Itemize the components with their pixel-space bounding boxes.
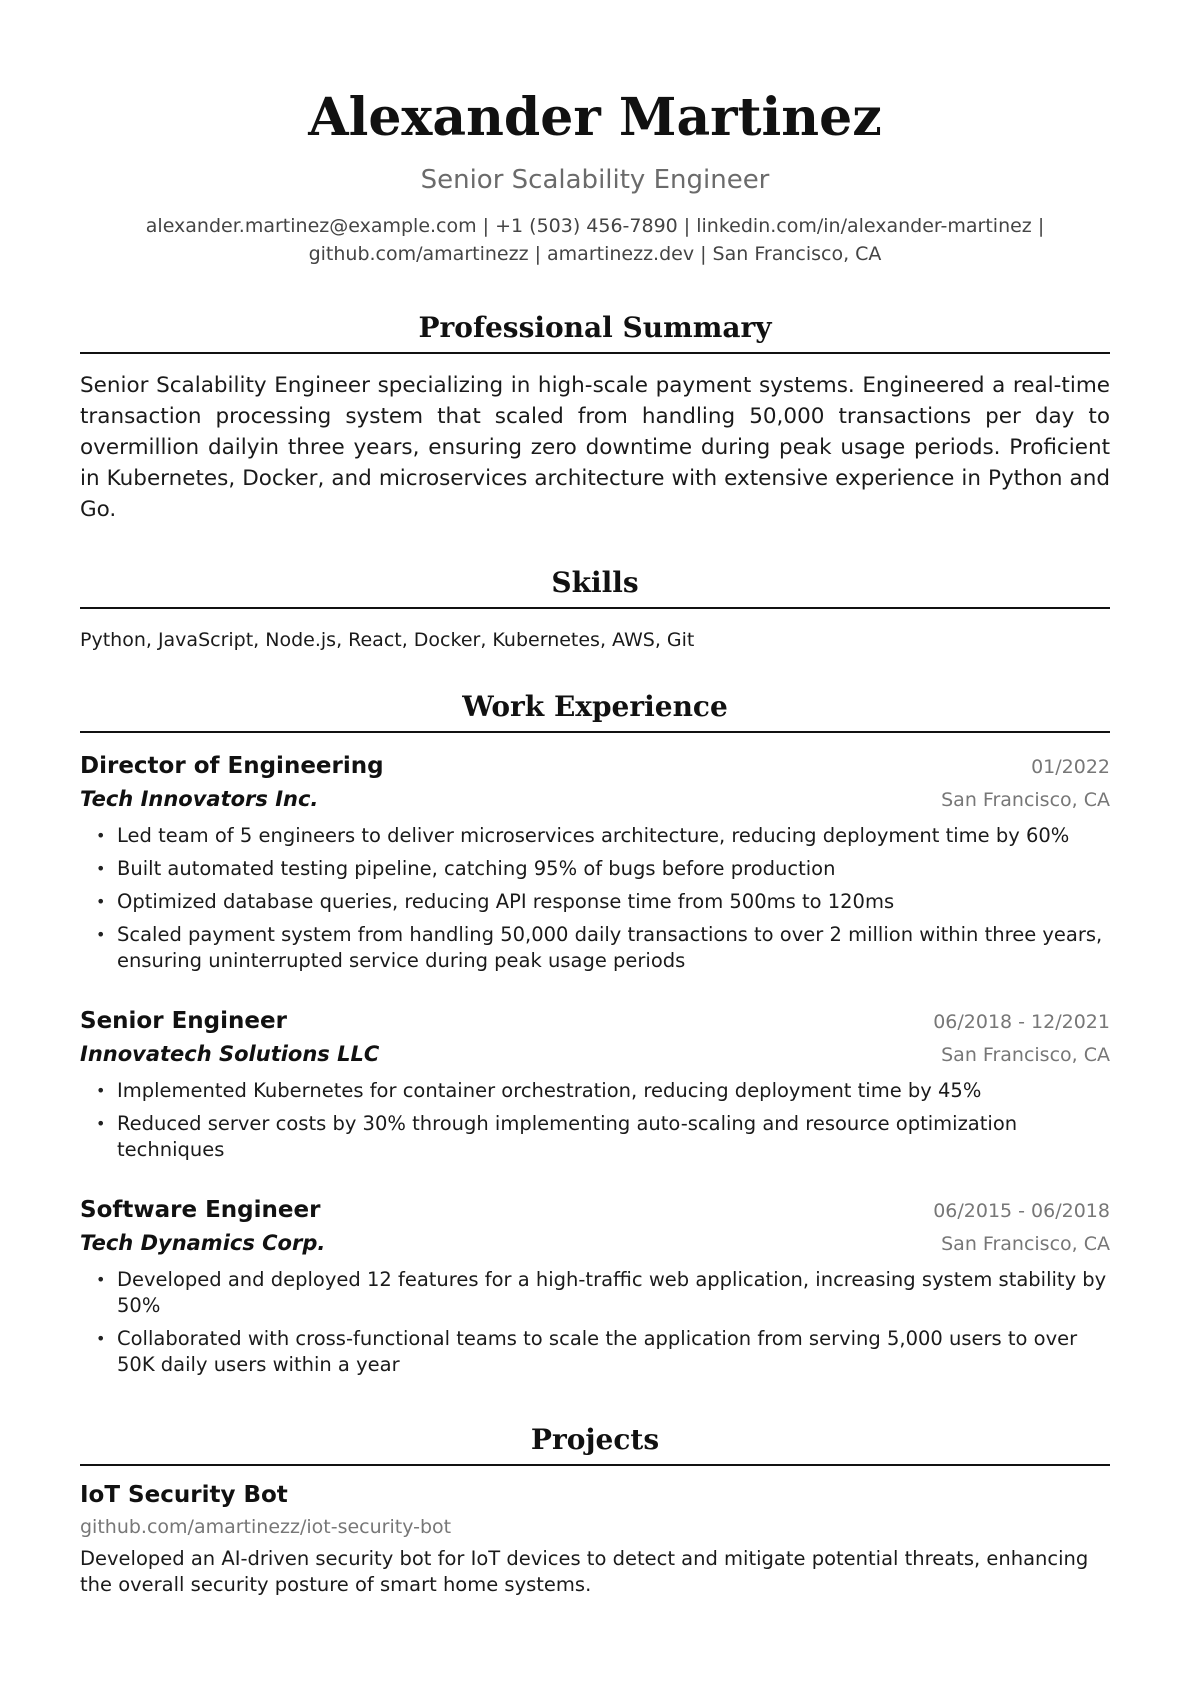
job-bullets	[80, 1078, 1110, 1163]
job-entry	[80, 1197, 1110, 1378]
job-date: 06/2015 - 06/2018	[933, 1200, 1110, 1222]
contact-info	[80, 212, 1110, 268]
bullet-item: • Developed and deployed 12 features for a high-traffic web application, increasing system stability by 50%	[80, 1267, 1110, 1319]
section-heading: Skills	[80, 565, 1110, 609]
bullet-item: • Scaled payment system from handling 50,000 daily transactions to over 2 million within three years, ensuring uninterrupted service during peak usage periods	[80, 922, 1110, 974]
job-title: Director of Engineering	[80, 753, 384, 779]
job-bullets	[80, 823, 1110, 974]
section-heading: Projects	[80, 1422, 1110, 1466]
company-name: Tech Innovators Inc.	[80, 787, 319, 811]
experience-section	[80, 689, 1110, 1378]
job-title: Software Engineer	[80, 1197, 321, 1223]
bullet-item: • Collaborated with cross-functional teams to scale the application from serving 5,000 users to over 50K daily users within a year	[80, 1326, 1110, 1378]
job-bullets	[80, 1267, 1110, 1378]
bullet-item: • Built automated testing pipeline, catching 95% of bugs before production	[80, 856, 1110, 882]
company-name: Tech Dynamics Corp.	[80, 1231, 326, 1255]
project-entry	[80, 1482, 1110, 1598]
job-date: 06/2018 - 12/2021	[933, 1011, 1110, 1033]
contact-line: github.com/amartinezz | amartinezz.dev | San Francisco, CA	[308, 243, 882, 265]
job-location: San Francisco, CA	[941, 1044, 1110, 1066]
project-link[interactable]: github.com/amartinezz/iot-security-bot	[80, 1516, 452, 1538]
job-date: 01/2022	[1031, 756, 1110, 778]
project-name: IoT Security Bot	[80, 1482, 288, 1508]
summary-text: Senior Scalability Engineer specializing in high-scale payment systems. Engineered a real-time transaction processing system that scaled from handling 50,000 transactions per day to overmillion dailyin three years, ensuring zero downtime during peak usage periods. Proficient in Kubernetes, Docker, and microservices architecture with extensive experience in Python and Go.	[80, 373, 1110, 522]
section-heading: Professional Summary	[80, 310, 1110, 354]
company-name: Innovatech Solutions LLC	[80, 1042, 380, 1066]
project-description: Developed an AI-driven security bot for IoT devices to detect and mitigate potential threats, enhancing the overall security posture of smart home systems.	[80, 1547, 1089, 1596]
summary-section	[80, 310, 1110, 525]
bullet-item: • Optimized database queries, reducing API response time from 500ms to 120ms	[80, 889, 1110, 915]
bullet-item: • Reduced server costs by 30% through implementing auto-scaling and resource optimization techniques	[80, 1111, 1110, 1163]
job-entry	[80, 1008, 1110, 1163]
section-heading: Work Experience	[80, 689, 1110, 733]
candidate-title: Senior Scalability Engineer	[420, 165, 770, 195]
skills-section	[80, 565, 1110, 653]
bullet-item: • Led team of 5 engineers to deliver microservices architecture, reducing deployment time by 60%	[80, 823, 1110, 849]
candidate-name: Alexander Martinez	[308, 87, 882, 148]
job-entry	[80, 753, 1110, 974]
skills-list: Python, JavaScript, Node.js, React, Docker, Kubernetes, AWS, Git	[80, 629, 695, 651]
projects-section	[80, 1422, 1110, 1598]
job-title: Senior Engineer	[80, 1008, 287, 1034]
resume-header	[80, 0, 1110, 268]
job-location: San Francisco, CA	[941, 1233, 1110, 1255]
bullet-item: • Implemented Kubernetes for container orchestration, reducing deployment time by 45%	[80, 1078, 1110, 1104]
contact-line: alexander.martinez@example.com | +1 (503) 456-7890 | linkedin.com/in/alexander-martinez |	[145, 215, 1045, 237]
job-location: San Francisco, CA	[941, 789, 1110, 811]
